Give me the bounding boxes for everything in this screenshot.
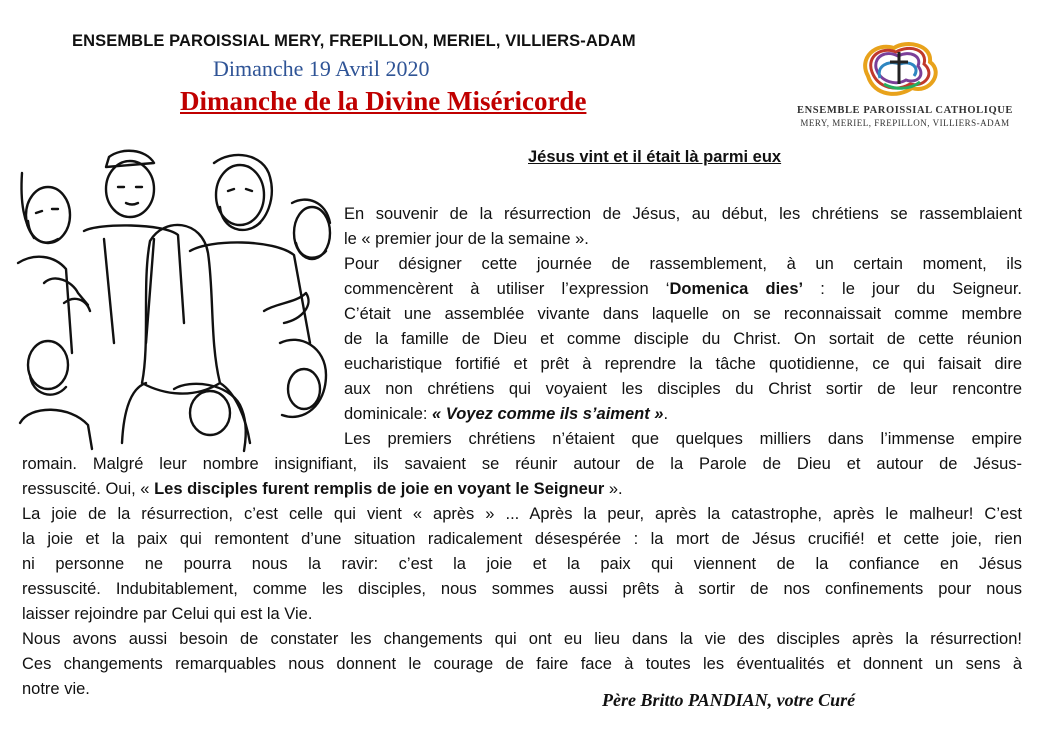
article-line-part: dominicale:: [344, 405, 433, 423]
disciple-left-figure: [18, 173, 72, 353]
disciples-illustration: [14, 143, 334, 453]
logo-subtitle: MERY, MERIEL, FREPILLON, VILLIERS-ADAM: [800, 118, 1010, 128]
disciple-cap-figure: [84, 151, 184, 343]
article-line: Nous avons aussi besoin de constater les changements qui ont eu lieu dans la vie des disciples après la résurrection!: [22, 630, 1022, 648]
parish-logo: [790, 34, 1020, 134]
section-heading: Jésus vint et il était là parmi eux: [528, 148, 782, 166]
article-line: laisser rejoindre par Celui qui est la Vie.: [22, 605, 313, 623]
disciple-bottom-left-figure: [20, 341, 92, 449]
article-line: En souvenir de la résurrection de Jésus, au début, les chrétiens se rassemblaient: [344, 205, 1022, 223]
article-line: ni personne ne pourra nous la ravir: c’est la joie et la paix qui viennent de la confiance en Jésus: [22, 555, 1022, 573]
article-line: [22, 477, 1022, 502]
feast-title: Dimanche de la Divine Miséricorde: [180, 86, 587, 116]
logo-title: ENSEMBLE PAROISSIAL CATHOLIQUE: [797, 105, 1013, 116]
article-line-part: : le jour du Seigneur.: [803, 280, 1022, 298]
article-line: Pour désigner cette journée de rassemblement, à un certain moment, ils: [344, 255, 1022, 273]
article-line-part: ».: [604, 480, 623, 498]
gesturing-hands: [44, 278, 309, 323]
article-line: [344, 277, 1022, 302]
disciple-right-figure: [292, 200, 330, 259]
article-line: La joie de la résurrection, c’est celle qui vient « après » ... Après la peur, après la catastrophe, après le malheur! C’est: [22, 505, 1022, 523]
signature: Père Britto PANDIAN, votre Curé: [602, 690, 856, 710]
disciple-bottom-right-figure: [174, 340, 326, 451]
article-line: Les premiers chrétiens n’étaient que quelques milliers dans l’immense empire: [344, 430, 1022, 448]
article-line: [344, 402, 1022, 427]
article-line: ressuscité. Indubitablement, comme les disciples, nous sommes aussi prêts à sortir de nos confinements pour nous: [22, 580, 1022, 598]
latin-term: Domenica dies’: [669, 280, 804, 298]
gospel-quote: Les disciples furent remplis de joie en voyant le Seigneur: [154, 480, 605, 498]
article-line: aux non chrétiens qui voyaient les disciples du Christ sortir de leur rencontre: [344, 380, 1022, 398]
article-line-part: ressuscité. Oui, «: [22, 480, 155, 498]
quote-emphasis: « Voyez comme ils s’aiment »: [432, 405, 664, 423]
date-line: Dimanche 19 Avril 2020: [213, 56, 430, 81]
article-line: notre vie.: [22, 680, 90, 698]
article-line: la joie et la paix qui remontent d’une situation radicalement désespérée : la mort de Jésus crucifié! et cette joie, rien: [22, 530, 1022, 548]
article-line: C’était une assemblée vivante dans laquelle on se reconnaissait comme membre: [344, 305, 1022, 323]
article-line-part: commencèrent à utiliser l’expression ‘: [344, 280, 670, 298]
article-line: le « premier jour de la semaine ».: [344, 230, 589, 248]
article-line: eucharistique fortifié et prêt à reprendre la tâche quotidienne, ce qui faisait dire: [344, 355, 1022, 373]
article-line: de la famille de Dieu et comme disciple du Christ. On sortait de cette réunion: [344, 330, 1022, 348]
parish-header: ENSEMBLE PAROISSIAL MERY, FREPILLON, MERIEL, VILLIERS-ADAM: [72, 32, 636, 50]
article-line: Ces changements remarquables nous donnent le courage de faire face à toutes les éventualités et donnent un sens à: [22, 655, 1022, 673]
article-line: romain. Malgré leur nombre insignifiant, ils savaient se réunir autour de la Parole de Dieu et autour de Jésus-: [22, 455, 1022, 473]
article-line-part: .: [663, 405, 669, 423]
cross-logo-icon: [854, 38, 944, 98]
